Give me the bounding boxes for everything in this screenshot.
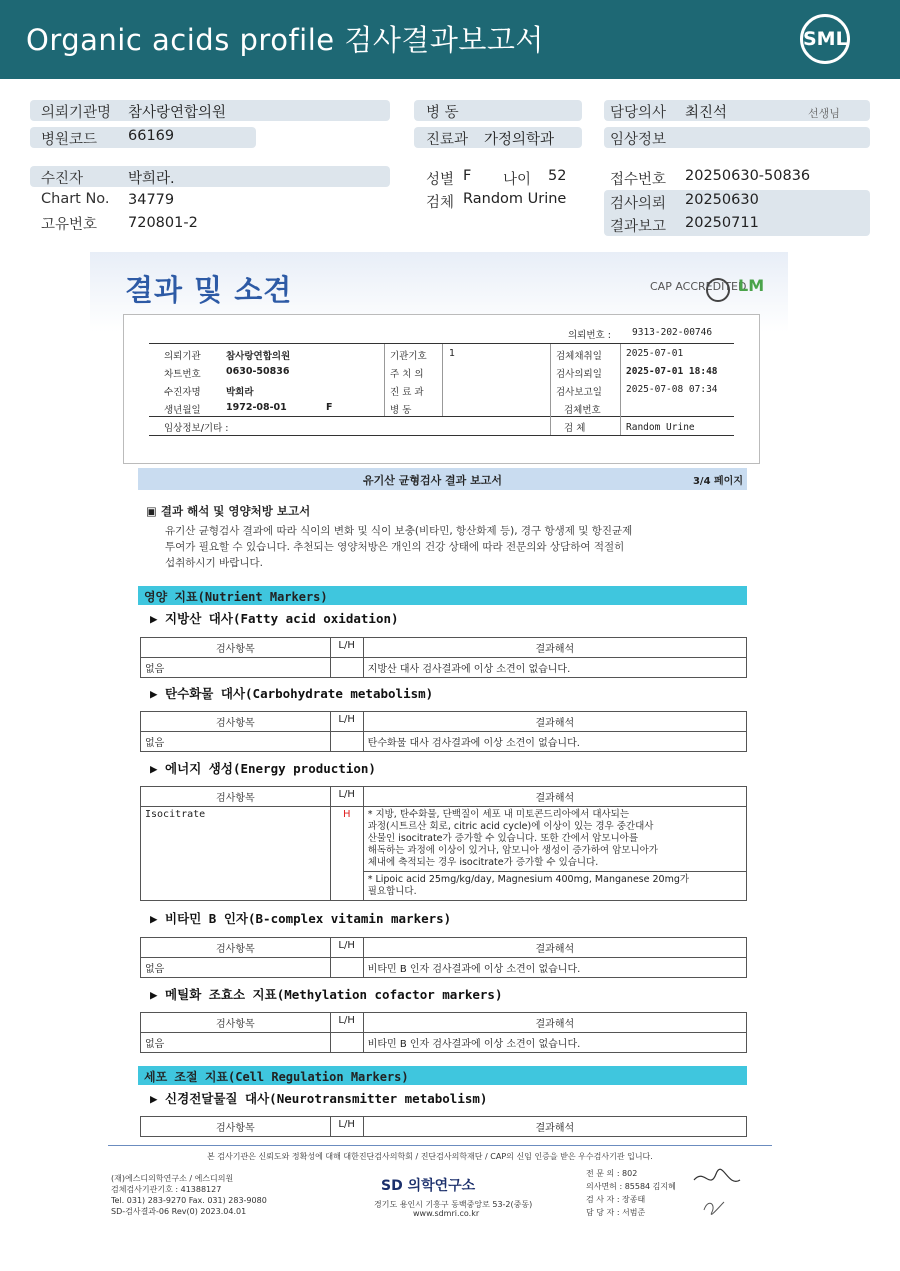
- footer-address: 경기도 용인시 기흥구 동백중앙로 53-2(중동): [374, 1200, 533, 1209]
- sml-logo: SML: [800, 14, 850, 64]
- chart-label-doc: 차트번호: [164, 369, 201, 380]
- reported-label: 검사보고일: [556, 387, 602, 398]
- org-code-label: 기관기호: [390, 351, 427, 362]
- section-title: ▶ 탄수화물 대사(Carbohydrate metabolism): [150, 686, 434, 701]
- footer-left-info: (재)에스디의학연구소 / 에스디의원 검체검사기관기호 : 41388127 Tel. 031) 283-9270 Fax. 031) 283-9080 SD-검사결과-06 Rev(0) 2023.04.01: [111, 1174, 267, 1216]
- chart-no-label: Chart No.: [41, 191, 110, 207]
- result-table: [140, 637, 747, 678]
- th-item: 검사항목: [141, 1013, 331, 1033]
- request-info-box: [123, 314, 760, 464]
- dob-label: 생년월일: [164, 405, 201, 416]
- section-title: ▶ 에너지 생성(Energy production): [150, 761, 376, 776]
- cell-interp: 비타민 B 인자 검사결과에 이상 소견이 없습니다.: [363, 958, 746, 978]
- th-lh: L/H: [330, 638, 363, 658]
- specimen-doc: Random Urine: [626, 422, 695, 433]
- patient-value: 박희라.: [128, 171, 175, 187]
- th-item: 검사항목: [141, 1117, 331, 1137]
- result-table: [140, 1116, 747, 1137]
- footer-signatures: 전 문 의 : 802 의사면허 : 85584 김지혜 검 사 자 : 장종태 담 당 자 : 서범준: [586, 1169, 676, 1217]
- cell-lh: [330, 958, 363, 978]
- cell-item: 없음: [141, 958, 331, 978]
- section-title: ▶ 메틸화 조효소 지표(Methylation cofactor markers): [150, 987, 503, 1002]
- sex-doc: F: [326, 402, 333, 413]
- patient-doc: 박희라: [226, 387, 254, 398]
- report-title: 유기산 균형검사 결과 보고서: [363, 474, 502, 487]
- page-indicator: 3/4 페이지: [692, 476, 743, 487]
- th-lh: L/H: [330, 1117, 363, 1137]
- cell-item: Isocitrate: [141, 807, 331, 901]
- request-date-value: 20250630: [685, 192, 759, 208]
- th-item: 검사항목: [141, 787, 331, 807]
- specimen-label: 검체: [426, 195, 455, 211]
- request-no: 9313-202-00746: [632, 327, 713, 338]
- hospital-code-label: 병원코드: [41, 132, 98, 148]
- footer-divider: [108, 1145, 772, 1146]
- patient-label-doc: 수진자명: [164, 387, 201, 398]
- chart-no-value: 34779: [128, 192, 175, 208]
- cell-interp: 탄수화물 대사 검사결과에 이상 소견이 없습니다.: [363, 732, 746, 752]
- clinical-label-doc: 임상정보/기타 :: [164, 423, 229, 434]
- cell-lh: [330, 732, 363, 752]
- dept-value: 가정의학과: [484, 132, 555, 148]
- doctor-label: 담당의사: [610, 105, 667, 121]
- institution-value: 참사랑연합의원: [128, 105, 227, 121]
- institution-label: 의뢰기관명: [41, 105, 112, 121]
- report-date-label: 결과보고: [610, 219, 667, 235]
- cell-regulation-bar: 세포 조절 지표(Cell Regulation Markers): [138, 1066, 747, 1085]
- doctor-suffix: 선생님: [808, 107, 840, 120]
- specimen-value: Random Urine: [463, 191, 567, 207]
- interp-line: 유기산 균형검사 결과에 따라 식이의 변화 및 식이 보충(비타민, 항산화제 등), 경구 항생제 및 항진균제: [165, 525, 633, 537]
- receipt-no-value: 20250630-50836: [685, 168, 811, 184]
- signature-image: [690, 1166, 746, 1218]
- age-label: 나이: [503, 172, 532, 188]
- doc-title: 결과 및 소견: [125, 273, 293, 307]
- org-code: 1: [449, 348, 456, 359]
- cell-lh: [330, 658, 363, 678]
- th-item: 검사항목: [141, 638, 331, 658]
- specimen-label-doc: 검 체: [564, 423, 586, 434]
- th-interp: 결과해석: [363, 1117, 746, 1137]
- cell-interp: 지방산 대사 검사결과에 이상 소견이 없습니다.: [363, 658, 746, 678]
- th-lh: L/H: [330, 1013, 363, 1033]
- th-interp: 결과해석: [363, 712, 746, 732]
- th-lh: L/H: [330, 938, 363, 958]
- th-item: 검사항목: [141, 938, 331, 958]
- cell-item: 없음: [141, 1033, 331, 1053]
- cell-item: 없음: [141, 658, 331, 678]
- scanned-report: [90, 252, 788, 1252]
- hospital-code-value: 66169: [128, 128, 175, 144]
- interp-title: ▣ 결과 해석 및 영양처방 보고서: [146, 504, 311, 518]
- institution-doc: 참사랑연합의원: [226, 351, 291, 362]
- interp-line: 투여가 필요할 수 있습니다. 추천되는 영양처방은 개인의 건강 상태에 따라 전문의와 상담하여 적절히: [165, 541, 625, 553]
- th-lh: L/H: [330, 712, 363, 732]
- nutrient-markers-bar: 영양 지표(Nutrient Markers): [138, 586, 747, 605]
- footer-notice: 본 검사기관은 신뢰도와 정확성에 대해 대한진단검사의학회 / 진단검사의학재단 / CAP의 신임 인증을 받은 우수검사기관 입니다.: [207, 1152, 653, 1161]
- cell-lh: [330, 1033, 363, 1053]
- ward-label-doc: 병 동: [390, 405, 412, 416]
- high-flag: H: [330, 807, 363, 901]
- age-value: 52: [548, 168, 567, 184]
- seal-icon: [706, 278, 730, 302]
- th-interp: 결과해석: [363, 787, 746, 807]
- report-header-bar: [138, 468, 747, 490]
- th-lh: L/H: [330, 787, 363, 807]
- lm-logo: LM: [738, 276, 765, 295]
- unique-no-label: 고유번호: [41, 217, 98, 233]
- th-interp: 결과해석: [363, 938, 746, 958]
- requested-date: 2025-07-01 18:48: [626, 366, 718, 377]
- interp-text: [165, 523, 632, 571]
- section-title: ▶ 지방산 대사(Fatty acid oxidation): [150, 611, 399, 626]
- footer-url: www.sdmri.co.kr: [413, 1209, 480, 1218]
- sex-label: 성별: [426, 172, 455, 188]
- clinical-label: 임상정보: [610, 132, 667, 148]
- result-table: [140, 786, 747, 901]
- doctor-label-doc: 주 치 의: [390, 369, 424, 380]
- dob: 1972-08-01: [226, 402, 287, 413]
- collected-date: 2025-07-01: [626, 348, 684, 359]
- receipt-no-label: 접수번호: [610, 172, 667, 188]
- request-date-label: 검사의뢰: [610, 196, 667, 212]
- specimen-no-label: 검체번호: [564, 405, 601, 416]
- dept-label: 진료과: [426, 132, 469, 148]
- doctor-value: 최진석: [685, 105, 728, 121]
- sd-logo: SD 의학연구소: [381, 1178, 476, 1194]
- dept-label-doc: 진 료 과: [390, 387, 424, 398]
- result-table: [140, 937, 747, 978]
- th-interp: 결과해석: [363, 1013, 746, 1033]
- cell-interp: * 지방, 탄수화물, 단백질이 세포 내 미토콘드리아에서 대사되는 과정(시트르산 회로, citric acid cycle)에 이상이 있는 경우 중간대사 산물인 isocitrate가 증가할 수 있습니다. 또한 간에서 암모니아를 해독하는 과정에 이상이 있거나, 암모니아 생성이 증가하여 암모니아가 체내에 축적되는 경우 isocitrate가 증가할 수 있습니다.: [363, 807, 746, 872]
- th-item: 검사항목: [141, 712, 331, 732]
- cell-recommendation: * Lipoic acid 25mg/kg/day, Magnesium 400mg, Manganese 20mg가 필요합니다.: [363, 872, 746, 901]
- patient-label: 수진자: [41, 171, 84, 187]
- chart-doc: 0630-50836: [226, 366, 290, 377]
- th-interp: 결과해석: [363, 638, 746, 658]
- requested-label: 검사의뢰일: [556, 369, 602, 380]
- ward-label: 병 동: [426, 105, 459, 121]
- page-title: Organic acids profile 검사결과보고서: [26, 23, 544, 57]
- section-title: ▶ 신경전달물질 대사(Neurotransmitter metabolism): [150, 1091, 488, 1106]
- result-table: [140, 1012, 747, 1053]
- cap-logo: CAP ACCREDITED: [650, 280, 747, 293]
- cell-interp: 비타민 B 인자 검사결과에 이상 소견이 없습니다.: [363, 1033, 746, 1053]
- cell-item: 없음: [141, 732, 331, 752]
- report-date-value: 20250711: [685, 215, 759, 231]
- collected-label: 검체채취일: [556, 351, 602, 362]
- header-bar: [0, 0, 900, 79]
- unique-no-value: 720801-2: [128, 215, 198, 231]
- institution-label-doc: 의뢰기관: [164, 351, 201, 362]
- section-title: ▶ 비타민 B 인자(B-complex vitamin markers): [150, 911, 452, 926]
- result-table: [140, 711, 747, 752]
- patient-box: [30, 166, 390, 187]
- request-no-label: 의뢰번호 :: [568, 330, 611, 341]
- sex-value: F: [463, 168, 472, 184]
- reported-date: 2025-07-08 07:34: [626, 384, 718, 395]
- interp-line: 섭취하시기 바랍니다.: [165, 557, 263, 569]
